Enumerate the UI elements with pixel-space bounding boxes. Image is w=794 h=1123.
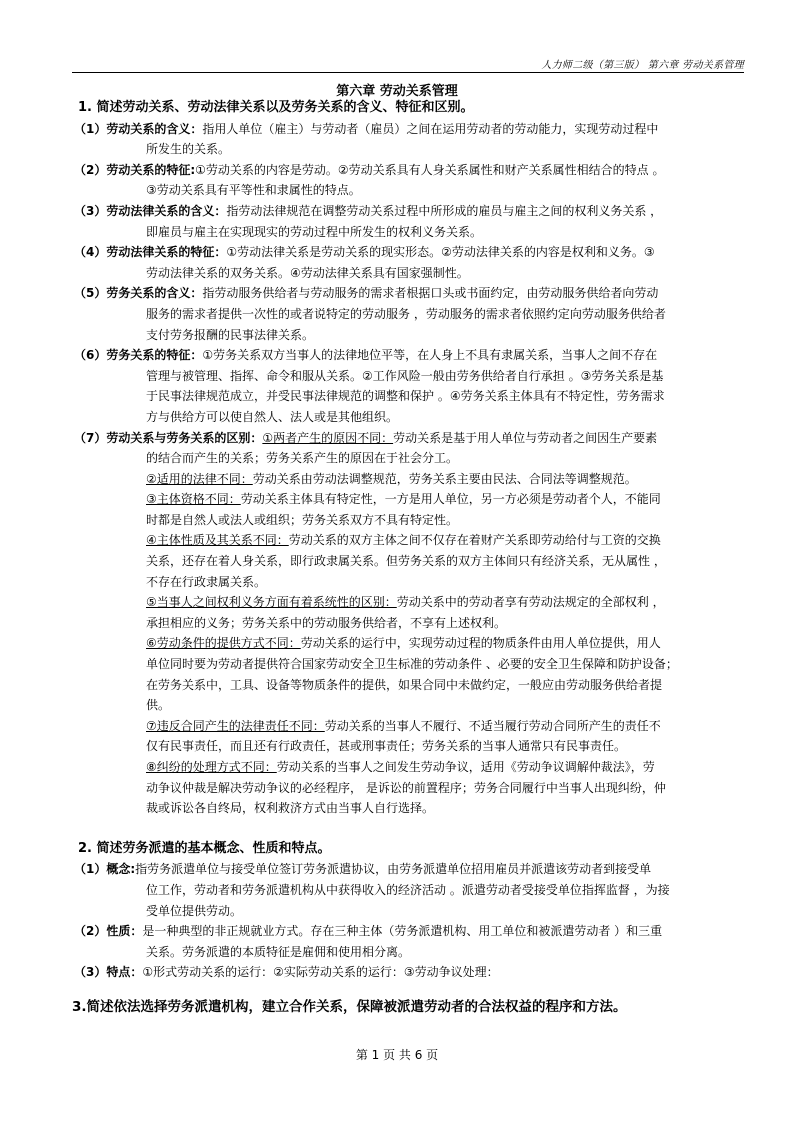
item-paragraph xyxy=(72,921,744,962)
point-text-line: 仅有民事责任，而且还有行政责任，甚或刑事责任；劳务关系的当事人通常只有民事责任。 xyxy=(146,739,627,754)
item-paragraph xyxy=(72,119,744,160)
item-text-line: ①形式劳动关系的运行：②实际劳动关系的运行：③劳动争议处理： xyxy=(142,965,499,980)
item-text-line: 指劳动法律规范在调整劳动关系过程中所形成的雇员与雇主之间的权利义务关系 ， xyxy=(226,203,663,218)
item-text-line: 指劳动服务供给者与劳动服务的需求者根据口头或书面约定，由劳动服务供给者向劳动 xyxy=(202,286,659,301)
point-text-line: 在劳务关系中，工具、设备等物质条件的提供，如果合同中未做约定，一般应由劳动服务供给者提 xyxy=(146,677,663,692)
item-text-line: 受单位提供劳动。 xyxy=(146,903,243,918)
difference-point xyxy=(72,633,744,715)
page-content xyxy=(72,98,744,1018)
point-text-line: 劳动关系的当事人不履行、不适当履行劳动合同所产生的责任不 xyxy=(324,718,661,733)
point-text-line: 劳动关系的双方主体之间不仅存在着财产关系即劳动给付与工资的交换 xyxy=(288,533,661,548)
item-paragraph xyxy=(72,242,744,283)
item-text-line: ③劳动关系具有平等性和隶属性的特点。 xyxy=(146,183,361,198)
item-text-line: 指用人单位（雇主）与劳动者（雇员）之间在运用劳动者的劳动能力，实现劳动过程中 xyxy=(202,121,659,136)
chapter-title: 第六章 劳动关系管理 xyxy=(336,84,458,99)
item-text-line: 即雇员与雇主在实现现实的劳动过程中所发生的权利义务关系。 xyxy=(146,224,483,239)
question-1-item-7 xyxy=(72,428,744,819)
item-label: （1）概念: xyxy=(74,862,136,877)
item-text-line: 于民事法律规范成立，并受民事法律规范的调整和保护 。④劳务关系主体具有不特定性，劳务需求 xyxy=(146,389,665,404)
item-text-line: 劳动法律关系的双务关系。④劳动法律关系具有国家强制性。 xyxy=(146,265,469,280)
item-label: （3）特点： xyxy=(74,965,143,980)
item-text-line: 支付劳务报酬的民事法律关系。 xyxy=(146,327,315,342)
item-paragraph xyxy=(72,201,744,242)
point-heading: ②适用的法律不同： xyxy=(146,471,253,486)
item-text-line: 服务的需求者提供一次性的或者说特定的劳动服务 ，劳动服务的需求者依照约定向劳动服务供给者 xyxy=(146,306,666,321)
item-text-line: 位工作，劳动者和劳务派遣机构从中获得收入的经济活动 。派遣劳动者受接受单位指挥监督 ，为接 xyxy=(146,882,670,897)
item-text-line: 是一种典型的非正规就业方式。存在三种主体（劳务派遣机构、用工单位和被派遣劳动者 ）和三重 xyxy=(142,924,663,939)
item-paragraph xyxy=(72,962,744,983)
point-text-line: 承担相应的义务；劳务关系中的劳动服务供给者，不享有上述权利。 xyxy=(146,615,507,630)
point-heading: ①两者产生的原因不同： xyxy=(262,430,394,445)
page-number: 第 1 页 共 6 页 xyxy=(355,1048,439,1062)
item-text-line: 所发生的关系。 xyxy=(146,142,231,157)
point-heading: ⑤当事人之间权利义务方面有着系统性的区别： xyxy=(146,595,397,610)
difference-point xyxy=(72,489,744,530)
point-heading: ③主体资格不同： xyxy=(146,492,241,507)
point-text-line: 的结合而产生的关系；劳务关系产生的原因在于社会分工。 xyxy=(146,451,459,466)
point-text-line: 单位同时要为劳动者提供符合国家劳动安全卫生标准的劳动条件 、必要的安全卫生保障和防护设备； xyxy=(146,657,678,672)
item-paragraph xyxy=(72,160,744,201)
difference-point xyxy=(72,592,744,633)
point-text-line: 关系，还存在着人身关系，即行政隶属关系。但劳务关系的双方主体间只有经济关系，无从属性 ， xyxy=(146,554,666,569)
point-text-line: 劳动关系主体具有特定性，一方是用人单位，另一方必须是劳动者个人，不能同 xyxy=(240,492,661,507)
point-text-line: 劳动关系的运行中，实现劳动过程的物质条件由用人单位提供，用人 xyxy=(300,636,661,651)
difference-point xyxy=(72,530,744,592)
point-text-line: 供。 xyxy=(146,698,171,713)
item-text-line: 方与供给方可以使自然人、法人或是其他组织。 xyxy=(146,409,399,424)
question-1-items xyxy=(72,119,744,428)
running-header: 人力师二级（第三版） 第六章 劳动关系管理 xyxy=(541,60,744,71)
question-2-items xyxy=(72,859,744,983)
point-text-line: 劳动关系是基于用人单位与劳动者之间因生产要素 xyxy=(393,430,658,445)
item-text-line: ①劳动法律关系是劳动关系的现实形态。②劳动法律关系的内容是权利和义务。③ xyxy=(226,245,655,260)
difference-point xyxy=(72,716,744,757)
item-paragraph xyxy=(72,859,744,921)
point-heading: ⑦违反合同产生的法律责任不同： xyxy=(146,718,325,733)
item-label: （4）劳动法律关系的特征： xyxy=(74,245,227,260)
item-label: （1）劳动关系的含义： xyxy=(74,121,203,136)
item-label: （2）劳动关系的特征: xyxy=(74,162,196,177)
item-paragraph xyxy=(72,283,744,345)
point-text-line: 裁或诉讼各自终局，权利救济方式由当事人自行选择。 xyxy=(146,801,435,816)
question-3-title: 3.简述依法选择劳务派遣机构，建立合作关系，保障被派遣劳动者的合法权益的程序和方法。 xyxy=(72,998,627,1015)
item-text-line: ①劳动关系的内容是劳动。②劳动关系具有人身关系属性和财产关系属性相结合的特点 。 xyxy=(195,162,665,177)
item-paragraph xyxy=(72,345,744,427)
item-text-line: 管理与被管理、指挥、命令和服从关系。②工作风险一般由劳务供给者自行承担 。③劳务关系是基 xyxy=(146,368,664,383)
point-text-line: 时都是自然人或法人或组织；劳务关系双方不具有特定性。 xyxy=(146,512,459,527)
question-2-title: 2. 简述劳务派遣的基本概念、性质和特点。 xyxy=(78,840,331,856)
item-label: （3）劳动法律关系的含义： xyxy=(74,203,227,218)
point-text-line: 劳动关系由劳动法调整规范，劳务关系主要由民法、合同法等调整规范。 xyxy=(252,471,637,486)
question-1-title: 1. 简述劳动关系、劳动法律关系以及劳务关系的含义、特征和区别。 xyxy=(78,100,474,115)
item-label: （5）劳务关系的含义： xyxy=(74,286,203,301)
item-label: （2）性质： xyxy=(74,924,143,939)
point-text-line: 不存在行政隶属关系。 xyxy=(146,574,267,589)
point-text-line: 劳动关系中的劳动者享有劳动法规定的全部权利 ， xyxy=(396,595,665,610)
item-label: （7）劳动关系与劳务关系的区别： xyxy=(74,430,263,445)
item-text-line: 关系。劳务派遣的本质特征是雇佣和使用相分离。 xyxy=(146,944,411,959)
point-text-line: 动争议仲裁是解决劳动争议的必经程序， 是诉讼的前置程序；劳务合同履行中当事人出现纠纷，仲 xyxy=(146,780,666,795)
item-text-line: 指劳务派遣单位与接受单位签订劳务派遣协议，由劳务派遣单位招用雇员并派遣该劳动者到接受单 xyxy=(135,862,652,877)
point-heading: ④主体性质及其关系不同： xyxy=(146,533,289,548)
difference-point xyxy=(72,757,744,819)
difference-point xyxy=(72,469,744,490)
item-label: （6）劳务关系的特征： xyxy=(74,348,203,363)
header-rule xyxy=(72,72,744,73)
point-text-line: 劳动关系的当事人之间发生劳动争议，适用《劳动争议调解仲裁法》，劳 xyxy=(276,760,655,774)
point-heading: ⑧纠纷的处理方式不同： xyxy=(146,760,277,774)
item-text-line: ①劳务关系双方当事人的法律地位平等，在人身上不具有隶属关系，当事人之间不存在 xyxy=(202,348,658,363)
point-heading: ⑥劳动条件的提供方式不同： xyxy=(146,636,301,651)
